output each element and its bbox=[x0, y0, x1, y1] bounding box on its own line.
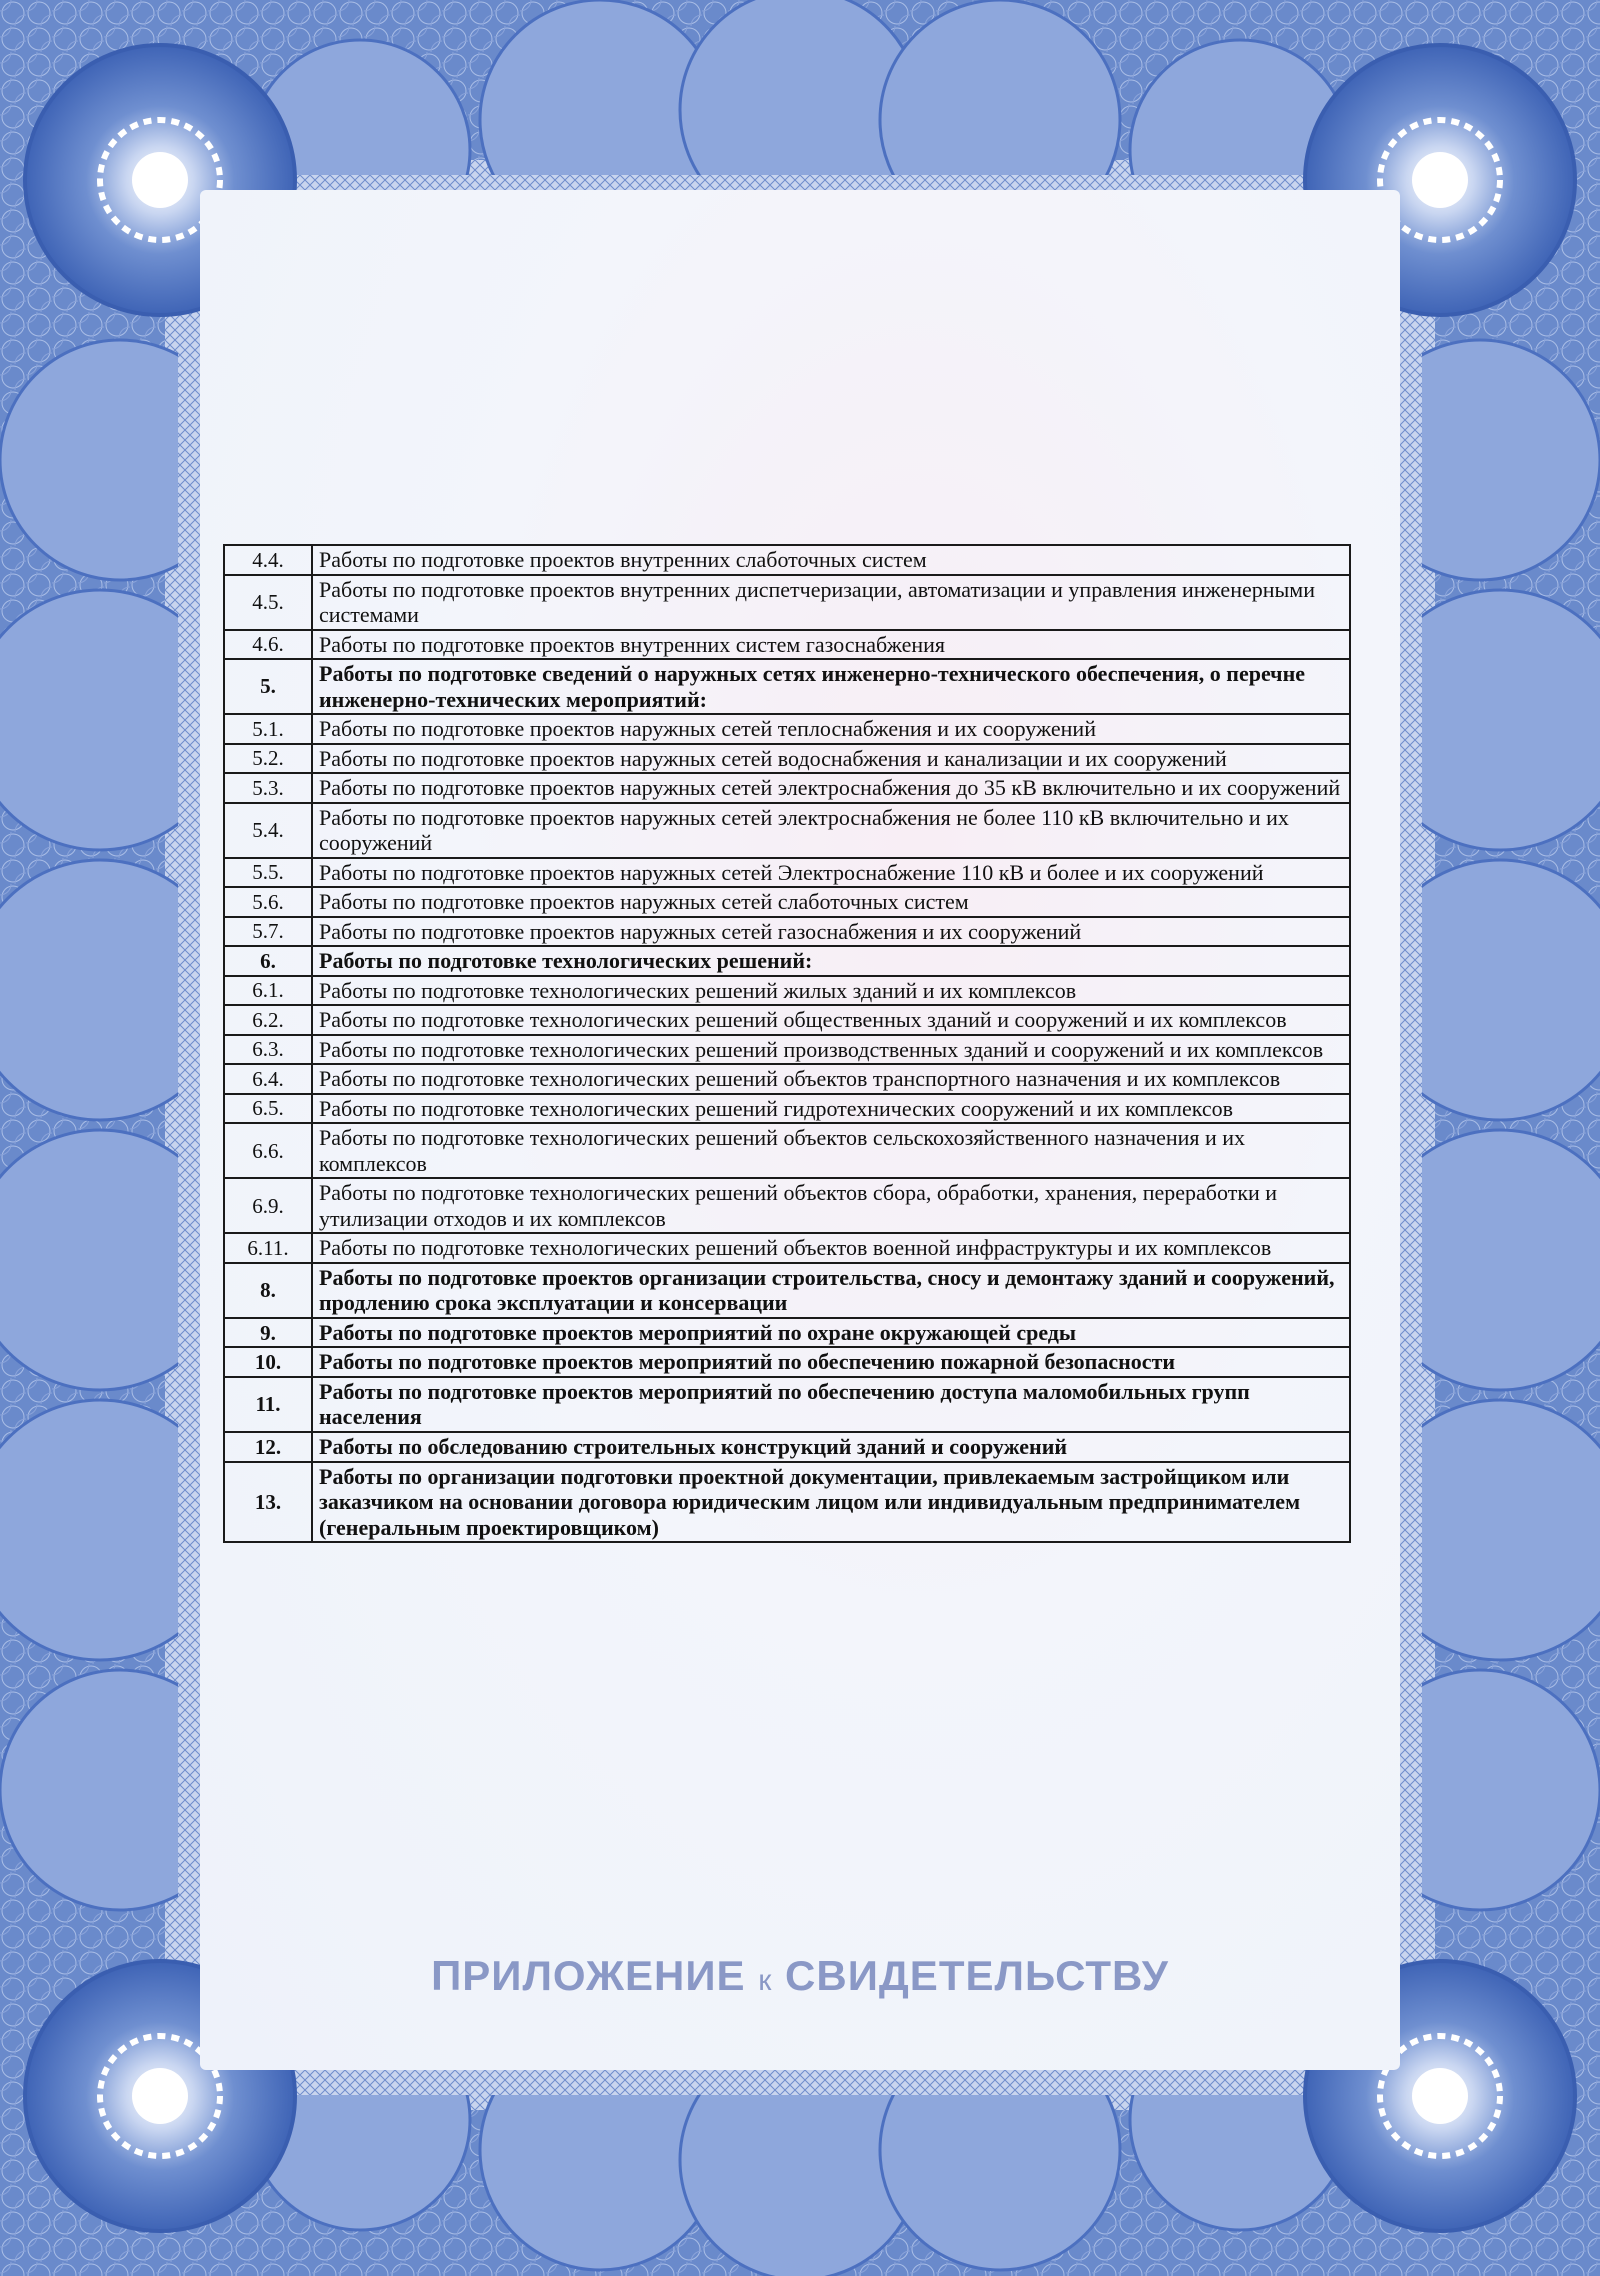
table-row bbox=[224, 803, 1350, 858]
row-number: 5.2. bbox=[224, 744, 312, 774]
row-number: 10. bbox=[224, 1347, 312, 1377]
row-text: Работы по подготовке технологических решений: bbox=[312, 946, 1350, 976]
table-row bbox=[224, 1178, 1350, 1233]
table-row bbox=[224, 1432, 1350, 1462]
table-row bbox=[224, 1377, 1350, 1432]
table-row bbox=[224, 858, 1350, 888]
row-number: 6.11. bbox=[224, 1233, 312, 1263]
table-row bbox=[224, 1347, 1350, 1377]
table-row bbox=[224, 1094, 1350, 1124]
appendix-title bbox=[0, 1952, 1600, 2000]
row-number: 5.6. bbox=[224, 887, 312, 917]
row-number: 5.3. bbox=[224, 773, 312, 803]
row-text: Работы по подготовке технологических решений производственных зданий и сооружений и их комплексов bbox=[312, 1035, 1350, 1065]
works-table bbox=[223, 544, 1351, 1543]
appendix-title-part3: СВИДЕТЕЛЬСТВУ bbox=[772, 1952, 1169, 1999]
row-number: 4.5. bbox=[224, 575, 312, 630]
table-row bbox=[224, 630, 1350, 660]
row-number: 6.5. bbox=[224, 1094, 312, 1124]
row-text: Работы по подготовке проектов наружных сетей слаботочных систем bbox=[312, 887, 1350, 917]
table-row bbox=[224, 1005, 1350, 1035]
table-row bbox=[224, 1462, 1350, 1543]
row-text: Работы по подготовке технологических решений жилых зданий и их комплексов bbox=[312, 976, 1350, 1006]
row-number: 6.1. bbox=[224, 976, 312, 1006]
table-row bbox=[224, 917, 1350, 947]
row-text: Работы по подготовке проектов организации строительства, сносу и демонтажу зданий и сооружений, продлению срока эксплуатации и консервации bbox=[312, 1263, 1350, 1318]
row-text: Работы по подготовке проектов наружных сетей водоснабжения и канализации и их сооружений bbox=[312, 744, 1350, 774]
row-text: Работы по обследованию строительных конструкций зданий и сооружений bbox=[312, 1432, 1350, 1462]
row-text: Работы по подготовке проектов внутренних слаботочных систем bbox=[312, 545, 1350, 575]
table-row bbox=[224, 976, 1350, 1006]
row-text: Работы по организации подготовки проектной документации, привлекаемым застройщиком или заказчиком на основании договора юридическим лицом или индивидуальным предпринимателем (генеральным проектировщиком) bbox=[312, 1462, 1350, 1543]
table-row bbox=[224, 773, 1350, 803]
row-text: Работы по подготовке технологических решений объектов военной инфраструктуры и их комплексов bbox=[312, 1233, 1350, 1263]
row-text: Работы по подготовке технологических решений объектов транспортного назначения и их комплексов bbox=[312, 1064, 1350, 1094]
row-text: Работы по подготовке технологических решений объектов сбора, обработки, хранения, переработки и утилизации отходов и их комплексов bbox=[312, 1178, 1350, 1233]
row-number: 5.4. bbox=[224, 803, 312, 858]
row-text: Работы по подготовке проектов внутренних систем газоснабжения bbox=[312, 630, 1350, 660]
row-number: 12. bbox=[224, 1432, 312, 1462]
row-number: 13. bbox=[224, 1462, 312, 1543]
row-text: Работы по подготовке проектов мероприятий по охране окружающей среды bbox=[312, 1318, 1350, 1348]
row-number: 5.1. bbox=[224, 714, 312, 744]
row-number: 9. bbox=[224, 1318, 312, 1348]
table-row bbox=[224, 1263, 1350, 1318]
row-number: 8. bbox=[224, 1263, 312, 1318]
row-number: 6.3. bbox=[224, 1035, 312, 1065]
row-number: 11. bbox=[224, 1377, 312, 1432]
row-number: 6.2. bbox=[224, 1005, 312, 1035]
appendix-title-part1: ПРИЛОЖЕНИЕ bbox=[431, 1952, 759, 1999]
table-row bbox=[224, 946, 1350, 976]
table-row bbox=[224, 1035, 1350, 1065]
table-row bbox=[224, 714, 1350, 744]
table-row bbox=[224, 659, 1350, 714]
table-row bbox=[224, 887, 1350, 917]
row-number: 6.6. bbox=[224, 1123, 312, 1178]
row-text: Работы по подготовке проектов наружных сетей теплоснабжения и их сооружений bbox=[312, 714, 1350, 744]
row-text: Работы по подготовке технологических решений общественных зданий и сооружений и их комплексов bbox=[312, 1005, 1350, 1035]
row-text: Работы по подготовке проектов наружных сетей газоснабжения и их сооружений bbox=[312, 917, 1350, 947]
table-row bbox=[224, 545, 1350, 575]
table-row bbox=[224, 575, 1350, 630]
table-row bbox=[224, 744, 1350, 774]
row-text: Работы по подготовке технологических решений объектов сельскохозяйственного назначения и их комплексов bbox=[312, 1123, 1350, 1178]
row-text: Работы по подготовке сведений о наружных сетях инженерно-технического обеспечения, о перечне инженерно-технических мероприятий: bbox=[312, 659, 1350, 714]
row-number: 6.4. bbox=[224, 1064, 312, 1094]
row-number: 6. bbox=[224, 946, 312, 976]
row-text: Работы по подготовке проектов наружных сетей Электроснабжение 110 кВ и более и их сооружений bbox=[312, 858, 1350, 888]
row-text: Работы по подготовке проектов наружных сетей электроснабжения до 35 кВ включительно и их сооружений bbox=[312, 773, 1350, 803]
row-text: Работы по подготовке проектов внутренних диспетчеризации, автоматизации и управления инженерными системами bbox=[312, 575, 1350, 630]
row-text: Работы по подготовке проектов мероприятий по обеспечению доступа маломобильных групп населения bbox=[312, 1377, 1350, 1432]
row-number: 4.6. bbox=[224, 630, 312, 660]
row-number: 4.4. bbox=[224, 545, 312, 575]
row-text: Работы по подготовке проектов мероприятий по обеспечению пожарной безопасности bbox=[312, 1347, 1350, 1377]
table-row bbox=[224, 1123, 1350, 1178]
table-row bbox=[224, 1318, 1350, 1348]
row-text: Работы по подготовке технологических решений гидротехнических сооружений и их комплексов bbox=[312, 1094, 1350, 1124]
table-row bbox=[224, 1233, 1350, 1263]
works-table-body bbox=[224, 545, 1350, 1542]
row-number: 5.7. bbox=[224, 917, 312, 947]
row-number: 5.5. bbox=[224, 858, 312, 888]
appendix-title-part2: к bbox=[758, 1964, 773, 1997]
table-row bbox=[224, 1064, 1350, 1094]
row-number: 5. bbox=[224, 659, 312, 714]
row-number: 6.9. bbox=[224, 1178, 312, 1233]
row-text: Работы по подготовке проектов наружных сетей электроснабжения не более 110 кВ включительно и их сооружений bbox=[312, 803, 1350, 858]
